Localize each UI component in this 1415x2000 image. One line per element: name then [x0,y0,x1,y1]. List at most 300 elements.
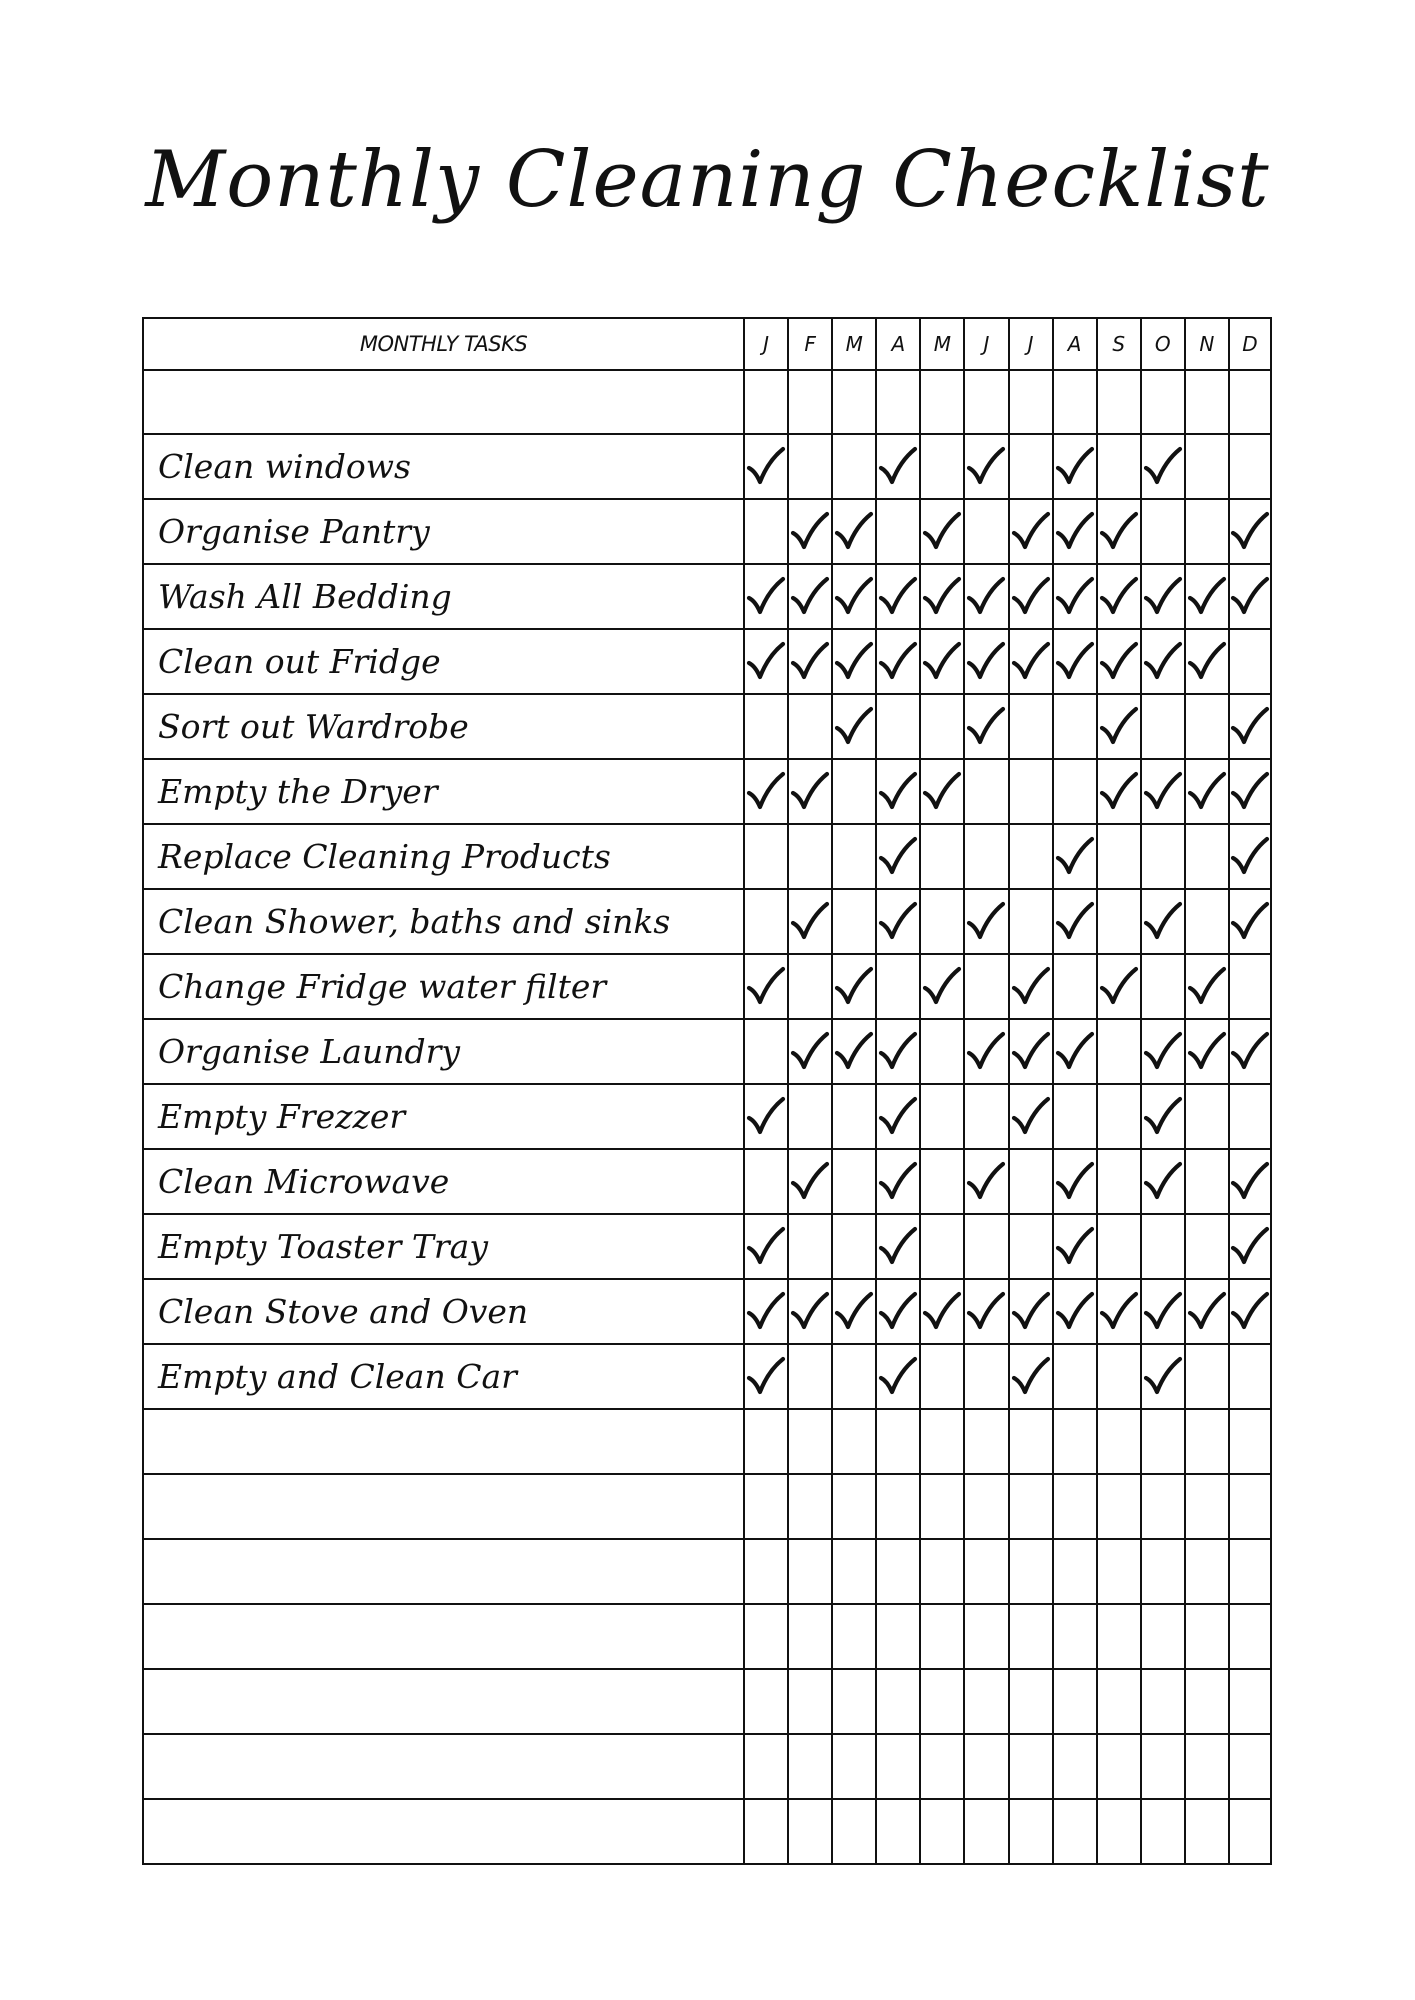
month-cell [920,1279,964,1344]
month-cell [744,1734,788,1799]
month-cell [788,1019,832,1084]
checkmark-icon [1142,445,1184,489]
month-cell [1009,954,1053,1019]
month-cell [1097,499,1141,564]
month-cell [832,1214,876,1279]
month-cell [1141,1474,1185,1539]
month-cell [1141,694,1185,759]
checkmark-icon [745,1355,787,1399]
month-cell [788,1539,832,1604]
month-cell [964,370,1008,434]
month-cell [1053,1019,1097,1084]
checkmark-icon [965,705,1007,749]
month-cell [920,1669,964,1734]
month-cell [832,499,876,564]
month-cell [876,1344,920,1409]
checkmark-icon [1010,1355,1052,1399]
month-cell [1009,1409,1053,1474]
month-cell [920,1149,964,1214]
month-cell [876,1084,920,1149]
task-row [143,1279,1271,1344]
checkmark-icon [877,640,919,684]
tasks-column-header: MONTHLY TASKS [143,318,744,370]
month-cell [744,694,788,759]
month-cell [1009,1539,1053,1604]
checkmark-icon [1142,1355,1184,1399]
checkmark-icon [877,835,919,879]
checkmark-icon [1054,510,1096,554]
month-cell [1097,694,1141,759]
month-cell [1097,1539,1141,1604]
month-cell [1229,1669,1271,1734]
month-cell [1185,824,1229,889]
month-cell [1053,824,1097,889]
month-cell [1141,1409,1185,1474]
month-header: D [1229,318,1271,370]
month-header: A [876,318,920,370]
empty-task-cell [143,1409,744,1474]
checkmark-icon [789,1290,831,1334]
month-cell [1141,434,1185,499]
month-cell [1185,1799,1229,1864]
task-row [143,1214,1271,1279]
month-cell [788,370,832,434]
checkmark-icon [1142,640,1184,684]
month-cell [744,1604,788,1669]
month-cell [920,1734,964,1799]
month-header: F [788,318,832,370]
checkmark-icon [965,900,1007,944]
month-cell [1097,564,1141,629]
month-cell [920,1344,964,1409]
checkmark-icon [1054,1290,1096,1334]
month-cell [832,1019,876,1084]
month-cell [876,1214,920,1279]
month-cell [1053,1279,1097,1344]
empty-row [143,1799,1271,1864]
month-cell [1053,954,1097,1019]
checkmark-icon [1230,1225,1270,1269]
checkmark-icon [1230,1030,1270,1074]
checkmark-icon [1230,1290,1270,1334]
month-cell [744,759,788,824]
checkmark-icon [1098,965,1140,1009]
month-cell [1141,370,1185,434]
checkmark-icon [789,510,831,554]
month-header: A [1053,318,1097,370]
checkmark-icon [789,1160,831,1204]
month-cell [1185,629,1229,694]
month-cell [1185,1084,1229,1149]
checkmark-icon [965,445,1007,489]
month-cell [1141,1084,1185,1149]
checkmark-icon [1186,1030,1228,1074]
month-cell [964,1279,1008,1344]
month-cell [964,889,1008,954]
month-cell [832,1344,876,1409]
checkmark-icon [877,900,919,944]
month-cell [1009,694,1053,759]
month-header: J [964,318,1008,370]
month-cell [744,824,788,889]
checkmark-icon [1186,575,1228,619]
month-cell [1053,434,1097,499]
checkmark-icon [1186,965,1228,1009]
month-cell [1229,1149,1271,1214]
month-cell [1053,694,1097,759]
month-cell [832,694,876,759]
task-name: Replace Cleaning Products [143,824,744,889]
month-cell [744,629,788,694]
month-cell [1141,1149,1185,1214]
month-cell [1185,889,1229,954]
month-cell [1009,1214,1053,1279]
month-cell [1097,1669,1141,1734]
task-row [143,954,1271,1019]
month-cell [920,1019,964,1084]
checkmark-icon [789,770,831,814]
checkmark-icon [1186,770,1228,814]
month-cell [832,1279,876,1344]
month-cell [1009,629,1053,694]
month-cell [1229,1539,1271,1604]
checkmark-icon [921,1290,963,1334]
checkmark-icon [1230,510,1270,554]
checkmark-icon [877,575,919,619]
month-cell [1097,1474,1141,1539]
month-cell [876,1799,920,1864]
month-cell [964,1474,1008,1539]
month-cell [788,1279,832,1344]
month-cell [1009,564,1053,629]
month-cell [832,889,876,954]
month-cell [832,1799,876,1864]
month-cell [1185,1539,1229,1604]
empty-row [143,1539,1271,1604]
month-cell [876,954,920,1019]
month-cell [1097,1799,1141,1864]
month-cell [788,759,832,824]
task-name: Clean Stove and Oven [143,1279,744,1344]
month-cell [920,759,964,824]
checkmark-icon [745,1290,787,1334]
checkmark-icon [745,770,787,814]
month-cell [1053,1409,1097,1474]
month-cell [1097,1409,1141,1474]
empty-task-cell [143,1539,744,1604]
checkmark-icon [1230,1160,1270,1204]
task-row [143,1344,1271,1409]
month-cell [964,434,1008,499]
month-cell [744,1799,788,1864]
month-cell [744,1279,788,1344]
month-cell [876,1474,920,1539]
checkmark-icon [745,445,787,489]
checkmark-icon [1098,575,1140,619]
checkmark-icon [1142,1160,1184,1204]
task-row [143,629,1271,694]
month-cell [1229,1279,1271,1344]
month-cell [920,629,964,694]
month-cell [832,629,876,694]
month-cell [876,1669,920,1734]
month-cell [832,1669,876,1734]
checkmark-icon [1230,705,1270,749]
month-cell [788,694,832,759]
month-cell [876,629,920,694]
month-cell [1053,629,1097,694]
task-row [143,1019,1271,1084]
month-cell [1185,1604,1229,1669]
month-cell [920,499,964,564]
empty-task-cell [143,370,744,434]
month-cell [1053,370,1097,434]
month-cell [1053,1344,1097,1409]
month-cell [876,1409,920,1474]
month-cell [1053,889,1097,954]
month-cell [744,1149,788,1214]
empty-task-cell [143,1474,744,1539]
month-header: O [1141,318,1185,370]
month-cell [920,370,964,434]
month-cell [964,1539,1008,1604]
checkmark-icon [921,575,963,619]
checkmark-icon [1142,770,1184,814]
month-header: M [832,318,876,370]
month-cell [1053,1604,1097,1669]
checkmark-icon [965,640,1007,684]
month-header: S [1097,318,1141,370]
month-header: J [1009,318,1053,370]
checkmark-icon [833,510,875,554]
checkmark-icon [1010,1290,1052,1334]
checkmark-icon [921,965,963,1009]
empty-row [143,1474,1271,1539]
checkmark-icon [1054,575,1096,619]
month-cell [1229,1409,1271,1474]
month-cell [1097,889,1141,954]
month-cell [1185,564,1229,629]
month-cell [1009,1279,1053,1344]
checkmark-icon [1054,900,1096,944]
month-cell [876,1019,920,1084]
month-cell [788,434,832,499]
month-cell [1141,954,1185,1019]
empty-task-cell [143,1734,744,1799]
month-cell [1097,1149,1141,1214]
month-header: M [920,318,964,370]
task-row [143,564,1271,629]
checkmark-icon [877,445,919,489]
checkmark-icon [877,1095,919,1139]
month-cell [1229,694,1271,759]
month-cell [744,1474,788,1539]
task-name: Empty Frezzer [143,1084,744,1149]
checkmark-icon [921,640,963,684]
checkmark-icon [1098,1290,1140,1334]
checkmark-icon [1098,705,1140,749]
checkmark-icon [789,900,831,944]
month-cell [744,1084,788,1149]
month-cell [1141,1279,1185,1344]
task-name: Empty the Dryer [143,759,744,824]
month-cell [1229,434,1271,499]
month-cell [876,694,920,759]
month-cell [1229,1214,1271,1279]
month-cell [876,499,920,564]
checkmark-icon [965,575,1007,619]
month-cell [1229,499,1271,564]
checkmark-icon [745,1225,787,1269]
month-cell [920,1799,964,1864]
checkmark-icon [921,770,963,814]
task-name: Clean Shower, baths and sinks [143,889,744,954]
month-cell [1009,889,1053,954]
month-cell [1229,954,1271,1019]
month-cell [1097,1344,1141,1409]
month-cell [1185,370,1229,434]
month-cell [788,1734,832,1799]
checkmark-icon [789,575,831,619]
month-cell [964,1019,1008,1084]
empty-task-cell [143,1669,744,1734]
checkmark-icon [1054,835,1096,879]
checkmark-icon [833,640,875,684]
month-cell [1009,434,1053,499]
checkmark-icon [1142,575,1184,619]
checkmark-icon [877,1355,919,1399]
month-cell [920,954,964,1019]
checkmark-icon [1054,1225,1096,1269]
month-cell [788,1409,832,1474]
month-header: N [1185,318,1229,370]
month-cell [1141,1799,1185,1864]
checkmark-icon [1010,965,1052,1009]
checkmark-icon [833,705,875,749]
month-cell [1185,1279,1229,1344]
checkmark-icon [877,770,919,814]
month-cell [964,694,1008,759]
month-cell [788,629,832,694]
month-cell [1229,1474,1271,1539]
task-row [143,694,1271,759]
checkmark-icon [1186,1290,1228,1334]
month-cell [1097,1019,1141,1084]
month-cell [1185,1409,1229,1474]
month-cell [1229,564,1271,629]
month-cell [1009,1734,1053,1799]
empty-row [143,1669,1271,1734]
month-cell [1009,1669,1053,1734]
checkmark-icon [877,1160,919,1204]
month-cell [1141,1669,1185,1734]
checkmark-icon [833,1290,875,1334]
checkmark-icon [1142,1030,1184,1074]
empty-row [143,1604,1271,1669]
month-cell [832,759,876,824]
month-cell [1229,370,1271,434]
checkmark-icon [1054,445,1096,489]
checkmark-icon [1010,575,1052,619]
month-cell [964,1149,1008,1214]
month-cell [920,1084,964,1149]
month-cell [788,889,832,954]
task-row [143,499,1271,564]
month-cell [1009,499,1053,564]
month-cell [1053,1669,1097,1734]
month-cell [1053,499,1097,564]
month-cell [744,434,788,499]
month-cell [1185,1669,1229,1734]
month-cell [832,370,876,434]
header-row [143,318,1271,370]
task-name: Change Fridge water filter [143,954,744,1019]
month-cell [1229,759,1271,824]
checkmark-icon [1054,1030,1096,1074]
month-cell [1053,1149,1097,1214]
month-cell [1185,694,1229,759]
month-cell [964,1084,1008,1149]
month-cell [832,564,876,629]
month-cell [832,1149,876,1214]
month-cell [1229,629,1271,694]
page-title: Monthly Cleaning Checklist [145,135,1270,225]
month-cell [1141,1734,1185,1799]
checkmark-icon [877,1225,919,1269]
month-cell [1185,1734,1229,1799]
month-cell [744,1539,788,1604]
task-name: Clean windows [143,434,744,499]
month-cell [1009,1019,1053,1084]
checkmark-icon [745,575,787,619]
month-cell [876,564,920,629]
month-cell [1229,1344,1271,1409]
month-cell [744,889,788,954]
checkmark-icon [965,1030,1007,1074]
month-cell [788,1799,832,1864]
checkmark-icon [1098,510,1140,554]
month-cell [920,889,964,954]
month-cell [744,1669,788,1734]
month-cell [1185,434,1229,499]
month-cell [744,1214,788,1279]
month-cell [832,1734,876,1799]
month-cell [788,1344,832,1409]
checkmark-icon [1230,575,1270,619]
month-cell [876,889,920,954]
task-row [143,1084,1271,1149]
month-cell [1097,824,1141,889]
month-cell [1009,1474,1053,1539]
month-cell [964,629,1008,694]
month-cell [920,1409,964,1474]
month-cell [1141,499,1185,564]
month-cell [1185,499,1229,564]
month-cell [876,1539,920,1604]
month-cell [788,1149,832,1214]
month-cell [876,1604,920,1669]
empty-task-cell [143,1604,744,1669]
checklist-body [143,370,1271,1864]
month-cell [832,1409,876,1474]
task-name: Clean Microwave [143,1149,744,1214]
checkmark-icon [965,1160,1007,1204]
task-name: Wash All Bedding [143,564,744,629]
month-cell [964,1409,1008,1474]
checklist-table [142,317,1272,1865]
month-cell [920,824,964,889]
month-cell [744,370,788,434]
